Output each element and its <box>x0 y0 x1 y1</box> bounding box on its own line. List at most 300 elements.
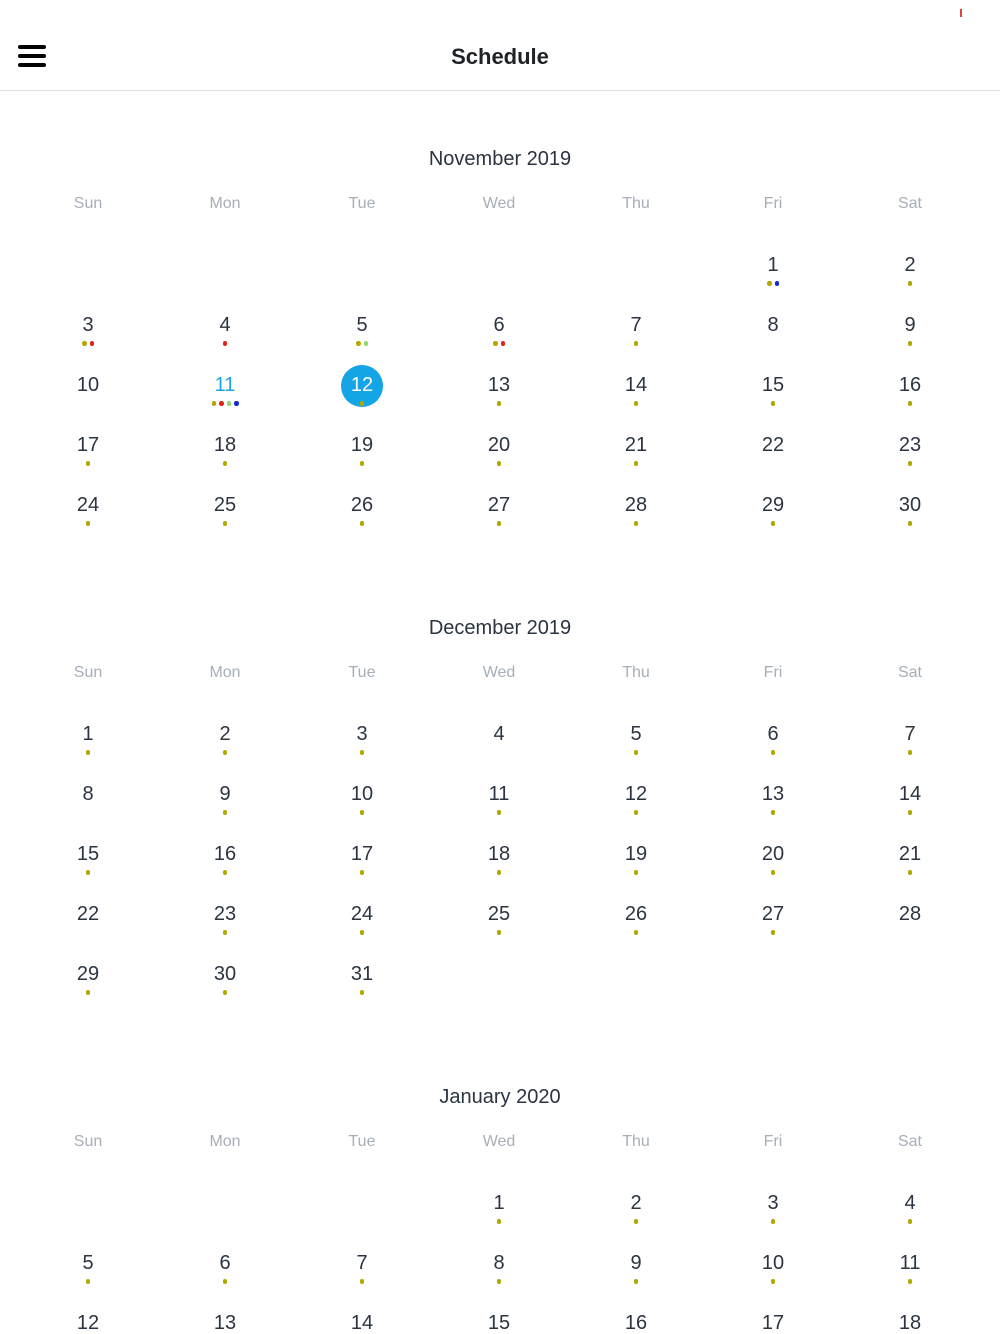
day-cell[interactable] <box>880 1251 940 1303</box>
day-cell[interactable] <box>332 722 392 774</box>
month-section <box>0 617 1000 1077</box>
weekday-label: Tue <box>348 664 376 681</box>
day-cell[interactable] <box>58 433 118 485</box>
day-cell[interactable] <box>332 842 392 894</box>
day-cell[interactable] <box>743 722 803 774</box>
event-dots <box>880 750 940 755</box>
day-number: 4 <box>219 314 231 336</box>
day-cell[interactable] <box>880 902 940 954</box>
event-dot <box>86 461 91 466</box>
event-dot <box>223 1279 228 1284</box>
day-number: 11 <box>214 374 236 396</box>
day-number: 23 <box>898 434 922 456</box>
event-dots <box>58 990 118 995</box>
event-dot <box>360 870 365 875</box>
month-section <box>0 148 1000 608</box>
day-number: 2 <box>630 1192 642 1214</box>
weekday-label: Sat <box>897 195 922 212</box>
event-dots <box>195 1279 255 1284</box>
day-cell[interactable] <box>880 782 940 834</box>
day-number: 3 <box>82 314 94 336</box>
day-number: 18 <box>487 843 511 865</box>
day-cell[interactable] <box>606 433 666 485</box>
event-dot <box>227 401 232 406</box>
day-number: 8 <box>493 1252 505 1274</box>
day-cell[interactable] <box>880 842 940 894</box>
day-cell[interactable] <box>469 902 529 954</box>
event-dot <box>86 1279 91 1284</box>
event-dot <box>360 930 365 935</box>
day-cell[interactable] <box>332 373 392 425</box>
event-dot <box>219 401 224 406</box>
day-number: 11 <box>899 1252 921 1274</box>
event-dots <box>58 461 118 466</box>
day-number: 30 <box>898 494 922 516</box>
day-number: 29 <box>761 494 785 516</box>
event-dots <box>195 401 255 406</box>
day-number: 10 <box>76 374 100 396</box>
event-dots <box>606 750 666 755</box>
day-cell[interactable] <box>743 373 803 425</box>
event-dot <box>771 810 776 815</box>
weekday-label: Wed <box>482 664 516 681</box>
day-cell[interactable] <box>743 1311 803 1334</box>
event-dot <box>360 810 365 815</box>
day-cell[interactable] <box>880 253 940 305</box>
day-cell[interactable] <box>195 722 255 774</box>
event-dot <box>223 461 228 466</box>
day-cell[interactable] <box>195 1251 255 1303</box>
weekday-label: Mon <box>209 195 241 212</box>
day-number: 5 <box>82 1252 94 1274</box>
event-dot <box>634 930 639 935</box>
event-dot <box>360 990 365 995</box>
schedule-calendar[interactable] <box>0 91 1000 1334</box>
day-cell[interactable] <box>332 902 392 954</box>
event-dot <box>497 1219 502 1224</box>
day-number: 27 <box>761 903 785 925</box>
day-cell[interactable] <box>606 1191 666 1243</box>
day-cell[interactable] <box>469 433 529 485</box>
day-cell[interactable] <box>332 962 392 1014</box>
day-number: 28 <box>898 903 922 925</box>
day-cell[interactable] <box>58 1251 118 1303</box>
month-title: November 2019 <box>428 148 572 170</box>
event-dots <box>332 461 392 466</box>
weekday-label: Mon <box>209 664 241 681</box>
day-number: 13 <box>213 1312 237 1334</box>
day-cell[interactable] <box>743 902 803 954</box>
event-dots <box>58 750 118 755</box>
event-dot <box>223 990 228 995</box>
status-indicator <box>960 9 962 17</box>
event-dot <box>497 461 502 466</box>
event-dots <box>58 521 118 526</box>
event-dots <box>469 341 529 346</box>
event-dots <box>743 401 803 406</box>
event-dot <box>908 870 913 875</box>
event-dot <box>360 1279 365 1284</box>
event-dots <box>332 750 392 755</box>
day-cell[interactable] <box>195 313 255 365</box>
day-cell[interactable] <box>58 962 118 1014</box>
event-dots <box>606 521 666 526</box>
event-dots <box>469 1219 529 1224</box>
day-number: 1 <box>493 1192 505 1214</box>
day-number: 23 <box>213 903 237 925</box>
event-dots <box>743 930 803 935</box>
day-cell[interactable] <box>469 842 529 894</box>
day-cell[interactable] <box>880 373 940 425</box>
event-dots <box>743 1219 803 1224</box>
day-number: 15 <box>76 843 100 865</box>
event-dots <box>743 870 803 875</box>
weekday-label: Sat <box>897 1133 922 1150</box>
event-dots <box>743 281 803 286</box>
day-cell[interactable] <box>332 1311 392 1334</box>
day-cell[interactable] <box>332 493 392 545</box>
event-dots <box>195 870 255 875</box>
day-number: 17 <box>761 1312 785 1334</box>
event-dots <box>606 870 666 875</box>
day-cell[interactable] <box>743 1251 803 1303</box>
day-cell[interactable] <box>743 842 803 894</box>
day-number: 7 <box>630 314 642 336</box>
event-dots <box>469 401 529 406</box>
day-number: 21 <box>898 843 922 865</box>
day-cell[interactable] <box>606 1311 666 1334</box>
day-cell[interactable] <box>195 373 255 425</box>
day-number: 19 <box>350 434 374 456</box>
event-dot <box>223 341 228 346</box>
weekday-label: Tue <box>348 195 376 212</box>
day-number: 30 <box>213 963 237 985</box>
event-dots <box>332 401 392 406</box>
day-number: 26 <box>624 903 648 925</box>
event-dots <box>469 810 529 815</box>
day-number: 16 <box>898 374 922 396</box>
day-cell[interactable] <box>58 373 118 425</box>
event-dot <box>634 461 639 466</box>
day-number: 12 <box>350 374 374 396</box>
day-number: 14 <box>898 783 922 805</box>
weekday-label: Wed <box>482 1133 516 1150</box>
event-dot <box>90 341 95 346</box>
event-dots <box>606 1279 666 1284</box>
day-number: 15 <box>761 374 785 396</box>
day-cell[interactable] <box>58 493 118 545</box>
event-dot <box>223 870 228 875</box>
event-dot <box>86 750 91 755</box>
day-number: 18 <box>898 1312 922 1334</box>
day-cell[interactable] <box>606 493 666 545</box>
day-cell[interactable] <box>58 1311 118 1334</box>
event-dots <box>469 930 529 935</box>
event-dot <box>634 521 639 526</box>
event-dot <box>86 521 91 526</box>
day-number: 2 <box>219 723 231 745</box>
event-dot <box>223 521 228 526</box>
day-cell[interactable] <box>332 313 392 365</box>
day-cell[interactable] <box>606 902 666 954</box>
day-cell[interactable] <box>743 433 803 485</box>
event-dot <box>634 341 639 346</box>
event-dots <box>880 1219 940 1224</box>
day-cell[interactable] <box>606 313 666 365</box>
event-dot <box>634 810 639 815</box>
event-dot <box>493 341 498 346</box>
day-cell[interactable] <box>880 722 940 774</box>
day-number: 17 <box>350 843 374 865</box>
month-section <box>0 1086 1000 1334</box>
day-cell[interactable] <box>195 782 255 834</box>
weekday-label: Mon <box>209 1133 241 1150</box>
event-dots <box>743 810 803 815</box>
event-dots <box>469 521 529 526</box>
day-number: 25 <box>487 903 511 925</box>
weekday-label: Thu <box>622 1133 650 1150</box>
day-number: 12 <box>624 783 648 805</box>
day-number: 13 <box>761 783 785 805</box>
day-cell[interactable] <box>58 722 118 774</box>
day-cell[interactable] <box>743 782 803 834</box>
event-dot <box>771 1219 776 1224</box>
event-dots <box>469 461 529 466</box>
day-number: 5 <box>630 723 642 745</box>
event-dots <box>880 401 940 406</box>
day-cell[interactable] <box>469 722 529 774</box>
event-dot <box>771 1279 776 1284</box>
event-dot <box>360 461 365 466</box>
event-dots <box>606 461 666 466</box>
event-dots <box>195 990 255 995</box>
day-number: 25 <box>213 494 237 516</box>
event-dot <box>497 1279 502 1284</box>
day-number: 26 <box>350 494 374 516</box>
month-title: January 2020 <box>439 1086 561 1108</box>
event-dots <box>195 810 255 815</box>
event-dots <box>58 341 118 346</box>
event-dot <box>908 281 913 286</box>
day-number: 9 <box>219 783 231 805</box>
day-number: 29 <box>76 963 100 985</box>
day-number: 8 <box>82 783 94 805</box>
day-cell[interactable] <box>880 1311 940 1334</box>
day-cell[interactable] <box>606 1251 666 1303</box>
event-dot <box>908 341 913 346</box>
event-dots <box>469 1279 529 1284</box>
day-cell[interactable] <box>880 433 940 485</box>
app-header <box>0 0 1000 91</box>
event-dot <box>908 750 913 755</box>
day-cell[interactable] <box>743 253 803 305</box>
event-dot <box>86 990 91 995</box>
day-number: 18 <box>213 434 237 456</box>
event-dot <box>634 401 639 406</box>
day-number: 14 <box>624 374 648 396</box>
weekday-label: Sun <box>73 664 103 681</box>
event-dot <box>501 341 506 346</box>
day-cell[interactable] <box>58 902 118 954</box>
event-dots <box>195 461 255 466</box>
day-cell[interactable] <box>58 842 118 894</box>
day-cell[interactable] <box>606 782 666 834</box>
event-dots <box>606 930 666 935</box>
event-dot <box>767 281 772 286</box>
day-cell[interactable] <box>743 493 803 545</box>
weekday-label: Sun <box>73 195 103 212</box>
event-dot <box>634 1219 639 1224</box>
day-number: 22 <box>76 903 100 925</box>
event-dot <box>364 341 369 346</box>
event-dot <box>360 750 365 755</box>
day-number: 24 <box>350 903 374 925</box>
event-dot <box>497 521 502 526</box>
event-dots <box>880 1279 940 1284</box>
day-cell[interactable] <box>469 782 529 834</box>
event-dots <box>606 401 666 406</box>
event-dot <box>212 401 217 406</box>
event-dot <box>908 810 913 815</box>
weekday-label: Fri <box>763 1133 783 1150</box>
day-number: 9 <box>630 1252 642 1274</box>
day-number: 10 <box>761 1252 785 1274</box>
event-dots <box>469 870 529 875</box>
day-cell[interactable] <box>743 313 803 365</box>
day-cell[interactable] <box>606 722 666 774</box>
day-cell[interactable] <box>195 902 255 954</box>
day-cell[interactable] <box>58 313 118 365</box>
event-dots <box>195 750 255 755</box>
day-cell[interactable] <box>195 433 255 485</box>
day-cell[interactable] <box>469 1191 529 1243</box>
day-number: 20 <box>761 843 785 865</box>
event-dot <box>234 401 239 406</box>
event-dots <box>332 990 392 995</box>
event-dots <box>606 341 666 346</box>
event-dots <box>332 521 392 526</box>
day-cell[interactable] <box>195 493 255 545</box>
day-number: 10 <box>350 783 374 805</box>
day-number: 9 <box>904 314 916 336</box>
day-number: 6 <box>219 1252 231 1274</box>
day-cell[interactable] <box>606 373 666 425</box>
day-number: 16 <box>624 1312 648 1334</box>
event-dot <box>497 810 502 815</box>
day-cell[interactable] <box>469 313 529 365</box>
event-dot <box>771 870 776 875</box>
day-cell[interactable] <box>58 782 118 834</box>
event-dot <box>634 750 639 755</box>
day-cell[interactable] <box>469 1251 529 1303</box>
day-number: 12 <box>76 1312 100 1334</box>
day-number: 28 <box>624 494 648 516</box>
day-cell[interactable] <box>743 1191 803 1243</box>
weekday-label: Thu <box>622 664 650 681</box>
event-dot <box>360 401 365 406</box>
event-dot <box>634 1279 639 1284</box>
day-cell[interactable] <box>195 962 255 1014</box>
event-dot <box>223 750 228 755</box>
event-dot <box>771 930 776 935</box>
day-cell[interactable] <box>332 433 392 485</box>
event-dots <box>195 521 255 526</box>
event-dot <box>771 401 776 406</box>
event-dot <box>771 521 776 526</box>
event-dot <box>908 461 913 466</box>
event-dot <box>908 521 913 526</box>
day-cell[interactable] <box>195 1311 255 1334</box>
day-number: 2 <box>904 254 916 276</box>
weekday-label: Sat <box>897 664 922 681</box>
event-dot <box>86 870 91 875</box>
day-cell[interactable] <box>332 1251 392 1303</box>
month-title: December 2019 <box>428 617 572 639</box>
weekday-label: Fri <box>763 195 783 212</box>
day-number: 4 <box>493 723 505 745</box>
event-dots <box>743 521 803 526</box>
event-dots <box>332 930 392 935</box>
day-cell[interactable] <box>880 493 940 545</box>
weekday-label: Thu <box>622 195 650 212</box>
day-number: 6 <box>493 314 505 336</box>
event-dots <box>332 810 392 815</box>
day-cell[interactable] <box>469 1311 529 1334</box>
weekday-label: Wed <box>482 195 516 212</box>
day-cell[interactable] <box>606 842 666 894</box>
day-cell[interactable] <box>195 842 255 894</box>
day-number: 6 <box>767 723 779 745</box>
weekday-label: Fri <box>763 664 783 681</box>
event-dots <box>332 341 392 346</box>
event-dots <box>880 521 940 526</box>
event-dot <box>771 750 776 755</box>
event-dot <box>356 341 361 346</box>
day-number: 16 <box>213 843 237 865</box>
day-cell[interactable] <box>469 373 529 425</box>
event-dots <box>880 461 940 466</box>
day-number: 22 <box>761 434 785 456</box>
day-number: 13 <box>487 374 511 396</box>
event-dots <box>880 341 940 346</box>
day-number: 17 <box>76 434 100 456</box>
event-dot <box>908 1279 913 1284</box>
day-number: 24 <box>76 494 100 516</box>
day-number: 1 <box>767 254 779 276</box>
event-dot <box>360 521 365 526</box>
day-number: 27 <box>487 494 511 516</box>
event-dots <box>880 810 940 815</box>
event-dots <box>195 341 255 346</box>
day-cell[interactable] <box>880 313 940 365</box>
day-cell[interactable] <box>880 1191 940 1243</box>
day-number: 19 <box>624 843 648 865</box>
day-number: 20 <box>487 434 511 456</box>
day-number: 7 <box>356 1252 368 1274</box>
event-dots <box>606 1219 666 1224</box>
event-dot <box>223 930 228 935</box>
event-dot <box>223 810 228 815</box>
day-cell[interactable] <box>469 493 529 545</box>
event-dot <box>497 870 502 875</box>
event-dots <box>332 1279 392 1284</box>
event-dots <box>880 281 940 286</box>
day-cell[interactable] <box>332 782 392 834</box>
event-dot <box>775 281 780 286</box>
day-number: 7 <box>904 723 916 745</box>
day-number: 3 <box>767 1192 779 1214</box>
day-number: 15 <box>487 1312 511 1334</box>
